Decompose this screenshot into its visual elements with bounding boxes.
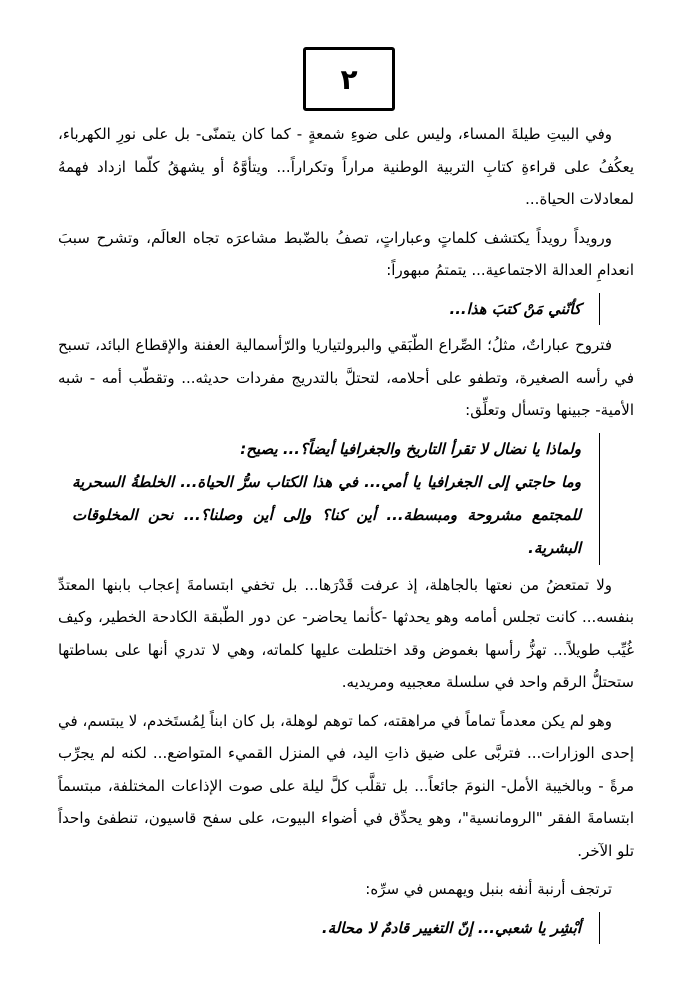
paragraph-2: ورويداً رويداً يكتشف كلماتٍ وعباراتٍ، تصفُ بالضّبط مشاعرَه تجاه العالَم، وتشرح سببَ انعدامِ العدالة الاجتماعية... يتمتمُ مبهوراً:	[58, 228, 634, 279]
quote-2	[72, 433, 600, 565]
quote-3	[72, 912, 600, 945]
quote-1	[72, 293, 600, 326]
paragraph-1: وفي البيتِ طيلةَ المساء، وليس على ضوءِ شمعةٍ - كما كان يتمنّى- بل على نورِ الكهرباء، يعكُفُ على قراءةِ كتابِ التربية الوطنية مراراً وتكراراً... ويتأوَّهُ أو يشهقُ كلّما ازداد فهمهُ لمعادلات الحياة...	[58, 125, 634, 208]
paragraph-4: ولا تمتعضُ من نعتها بالجاهلة، إذ عرفت قَدْرَها... بل تخفي ابتسامةَ إعجاب بابنها المعتدِّ بنفسه... كانت تجلس أمامه وهو يحدثها -كأنما يحاضر- عن دور الطّبقة الكادحة الخطير، وكيف غُيِّب طويلاً... تهزُّ رأسها بغموض وقد اختلطت عليها كلماته، وهي لا تدري أنها على بساطتها ستحتلُّ الرقم واحد في سلسلة معجبيه ومريديه.	[58, 575, 634, 691]
paragraph-5: وهو لم يكن معدماً تماماً في مراهقته، كما توهم لوهلة، بل كان ابناً لِمُستَخدم، لا يبتسم، في إحدى الوزارات... فتربَّى على ضيق ذاتِ اليد، في المنزل القميء المتواضع... لكنه لم يجرِّب مرةً - وبالخيبة الأمل- النومَ جائعاً... بل تقلَّب كلَّ ليلة على صوت الإذاعات المختلفة، مبتسماً ابتسامةَ الفقر "الرومانسية"، وهو يحدِّق في أضواء البيوت، على سفح قاسيون، تنطفئ واحداً تلو الآخر.	[58, 711, 634, 860]
page-number: ٢	[340, 62, 358, 96]
page-body	[58, 118, 634, 948]
paragraph-3: فتروح عباراتٌ، مثلُ؛ الصِّراع الطّبَقي والبرولتياريا والرّأسمالية العفنة والإقطاع البائد، تسبح في رأسه الصغيرة، وتطفو على أحلامه، لتحتلَّ بالتدريج مفردات حديثه... وتقطّب أمه - شبه الأمية- جبينها وتسأل وتعلِّق:	[58, 336, 634, 419]
quote-3-text: أبْشِر يا شعبي... إنّ التغيير قادمٌ لا محالة.	[321, 918, 581, 937]
paragraph-6: ترتجف أرنبة أنفه بنبل ويهمس في سرِّه:	[365, 880, 612, 898]
page-number-box	[303, 47, 395, 111]
quote-1-text: كأنّني مَنْ كتبَ هذا...	[449, 299, 581, 318]
quote-2-line-1: ولماذا يا نضال لا تقرأ التاريخ والجغرافيا أيضاً؟... يصيح:	[240, 439, 581, 458]
quote-2-line-2: وما حاجتي إلى الجغرافيا يا أمي... في هذا الكتاب سرُّ الحياة... الخلطةُ السحرية للمجتمع مشروحة ومبسطة... أين كنا؟ وإلى أين وصلنا؟... نحن المخلوقات البشرية.	[72, 472, 581, 557]
